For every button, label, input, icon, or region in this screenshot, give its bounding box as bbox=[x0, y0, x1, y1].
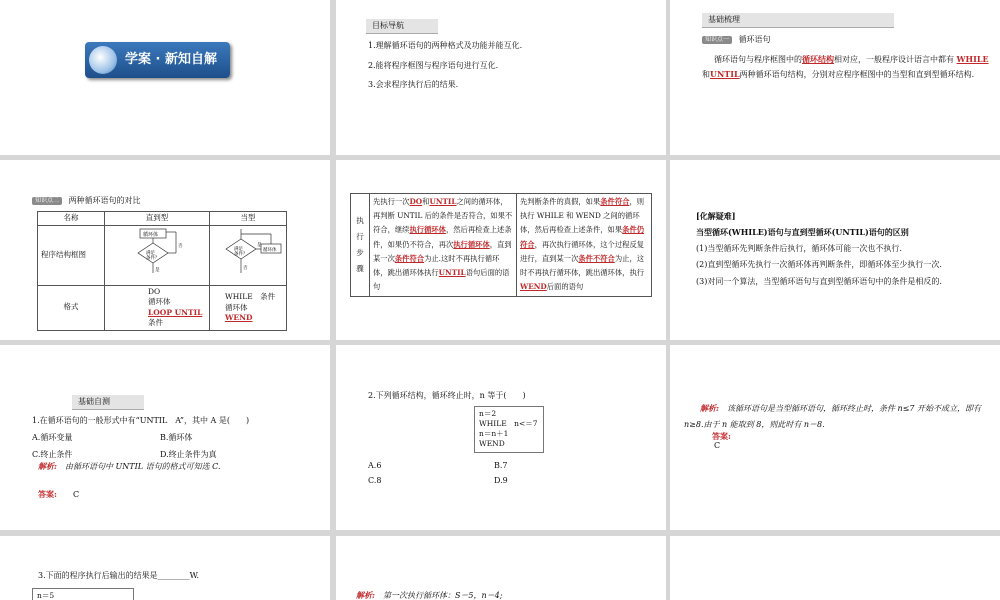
code-block: n＝2 WHILE n<＝7 n＝n＋1 WEND bbox=[474, 406, 544, 453]
svg-text:是: 是 bbox=[257, 243, 262, 249]
code-block: n＝5 bbox=[32, 588, 134, 600]
option-d: D.终止条件为真 bbox=[160, 450, 217, 459]
slide-4[interactable] bbox=[0, 160, 330, 340]
difficulty-title: [化解疑难] bbox=[696, 211, 736, 221]
row-label: 格式 bbox=[38, 285, 105, 330]
until-flowchart bbox=[105, 225, 210, 285]
slide-11[interactable] bbox=[336, 536, 666, 600]
option-a: A.6 bbox=[368, 461, 382, 470]
until-steps: 先执行一次DO和UNTIL之间的循环体，再判断 UNTIL 后的条件是否符合，如果不符合，继续执行循环体，然后再检查上述条件，如果仍不符合，再次执行循环体，直到某一次条件符合为止.这时不再执行循环体，跳出循环体执行UNTIL语句后面的语句 bbox=[370, 194, 517, 297]
option-b: B.循环体 bbox=[160, 433, 193, 442]
slide-1[interactable] bbox=[0, 0, 330, 155]
slide-10[interactable] bbox=[0, 536, 330, 600]
logo-icon bbox=[89, 46, 117, 74]
option-c: C.终止条件 bbox=[32, 450, 73, 459]
knowledge-tag: 知识点一 bbox=[702, 36, 732, 45]
answer: 答案: C bbox=[38, 489, 80, 499]
fc-body-text: 循环体 bbox=[143, 232, 159, 239]
comparison-table bbox=[37, 211, 287, 331]
option-d: D.9 bbox=[494, 476, 508, 485]
banner bbox=[85, 42, 230, 78]
paragraph: 循环语句与程序框图中的循环结构相对应，一般程序设计语言中都有 WHILE和UNTIL两种循环语句结构，分别对应程序框图中的当型和直到型循环结构. bbox=[702, 54, 989, 80]
slide-3[interactable] bbox=[670, 0, 1000, 155]
svg-text:满足: 满足 bbox=[234, 247, 243, 253]
while-steps: 先判断条件的真假，如果条件符合，则执行 WHILE 和 WEND 之间的循环体，然后再检查上述条件，如果条件仍符合，再次执行循环体，这个过程反复进行，直到某一次条件不符合为止，这时不再执行循环体，跳出循环体，执行WEND后面的语句 bbox=[517, 194, 652, 297]
svg-text:否: 否 bbox=[178, 244, 183, 250]
tag-title: 两种循环语句的对比 bbox=[68, 196, 141, 205]
banner-title: 学案 · 新知自解 bbox=[125, 52, 217, 67]
section-header: 目标导航 bbox=[366, 19, 438, 34]
difficulty-item: (1)当型循环先判断条件后执行，循环体可能一次也不执行. bbox=[696, 243, 902, 253]
slide-8[interactable] bbox=[336, 345, 666, 530]
difficulty-subtitle: 当型循环(WHILE)语句与直到型循环(UNTIL)语句的区别 bbox=[696, 227, 909, 238]
section-header: 基础梳理 bbox=[702, 13, 894, 28]
slide-5[interactable] bbox=[336, 160, 666, 340]
th-until: 直到型 bbox=[105, 212, 210, 226]
steps-table bbox=[350, 193, 652, 297]
svg-text:条件？: 条件？ bbox=[146, 256, 160, 262]
slide-6[interactable] bbox=[670, 160, 1000, 340]
th-name: 名称 bbox=[38, 212, 105, 226]
svg-text:满足: 满足 bbox=[146, 251, 155, 257]
difficulty-item: (3)对同一个算法，当型循环语句与直到型循环语句中的条件是相反的. bbox=[696, 276, 942, 286]
question-1: 1.在循环语句的一般形式中有“UNTIL A”，其中 A 是( ) bbox=[32, 416, 250, 425]
svg-text:循环体: 循环体 bbox=[263, 248, 277, 254]
answer: 答案: C bbox=[712, 431, 731, 451]
th-while: 当型 bbox=[210, 212, 287, 226]
row-label: 程序结构框图 bbox=[38, 225, 105, 285]
analysis: 解析: 第一次执行循环体：S＝5，n＝4; bbox=[356, 590, 503, 600]
analysis: 解析: 该循环语句是当型循环语句，循环终止时，条件 n≤7 开始不成立，即有 n≥8.由于 n 能取到 8，则此时有 n＝8. bbox=[684, 403, 981, 429]
difficulty-item: (2)直到型循环先执行一次循环体再判断条件，即循环体至少执行一次. bbox=[696, 260, 942, 270]
slide-2[interactable] bbox=[336, 0, 666, 155]
section-header: 基础自测 bbox=[72, 395, 144, 410]
slide-12[interactable] bbox=[670, 536, 1000, 600]
question-2: 2.下列循环结构，循环终止时，n 等于( ) bbox=[368, 391, 526, 400]
knowledge-tag: 知识点二 bbox=[32, 197, 62, 206]
goal-item: 3.会求程序执行后的结果. bbox=[368, 80, 459, 90]
svg-text:否: 否 bbox=[243, 266, 248, 272]
goal-item: 2.能将程序框图与程序语句进行互化. bbox=[368, 60, 499, 70]
while-flowchart bbox=[210, 225, 287, 285]
question-3: 3.下面的程序执行后输出的结果是________W. bbox=[38, 571, 199, 580]
svg-text:条件？: 条件？ bbox=[234, 252, 248, 258]
until-format: DO 循环体 LOOP UNTIL条件 bbox=[105, 285, 210, 330]
svg-text:是: 是 bbox=[155, 268, 160, 274]
analysis: 解析: 由循环语句中 UNTIL 语句的格式可知选 C. bbox=[38, 461, 221, 471]
while-format: WHILE 条件 循环体 WEND bbox=[210, 285, 287, 330]
goal-item: 1.理解循环语句的两种格式及功能并能互化. bbox=[368, 41, 523, 50]
slide-9[interactable] bbox=[670, 345, 1000, 530]
option-a: A.循环变量 bbox=[32, 433, 73, 442]
option-c: C.8 bbox=[368, 476, 382, 485]
tag-title: 循环语句 bbox=[738, 35, 771, 44]
option-b: B.7 bbox=[494, 461, 508, 470]
slide-7[interactable] bbox=[0, 345, 330, 530]
steps-label: 执 行 步 骤 bbox=[351, 194, 370, 297]
